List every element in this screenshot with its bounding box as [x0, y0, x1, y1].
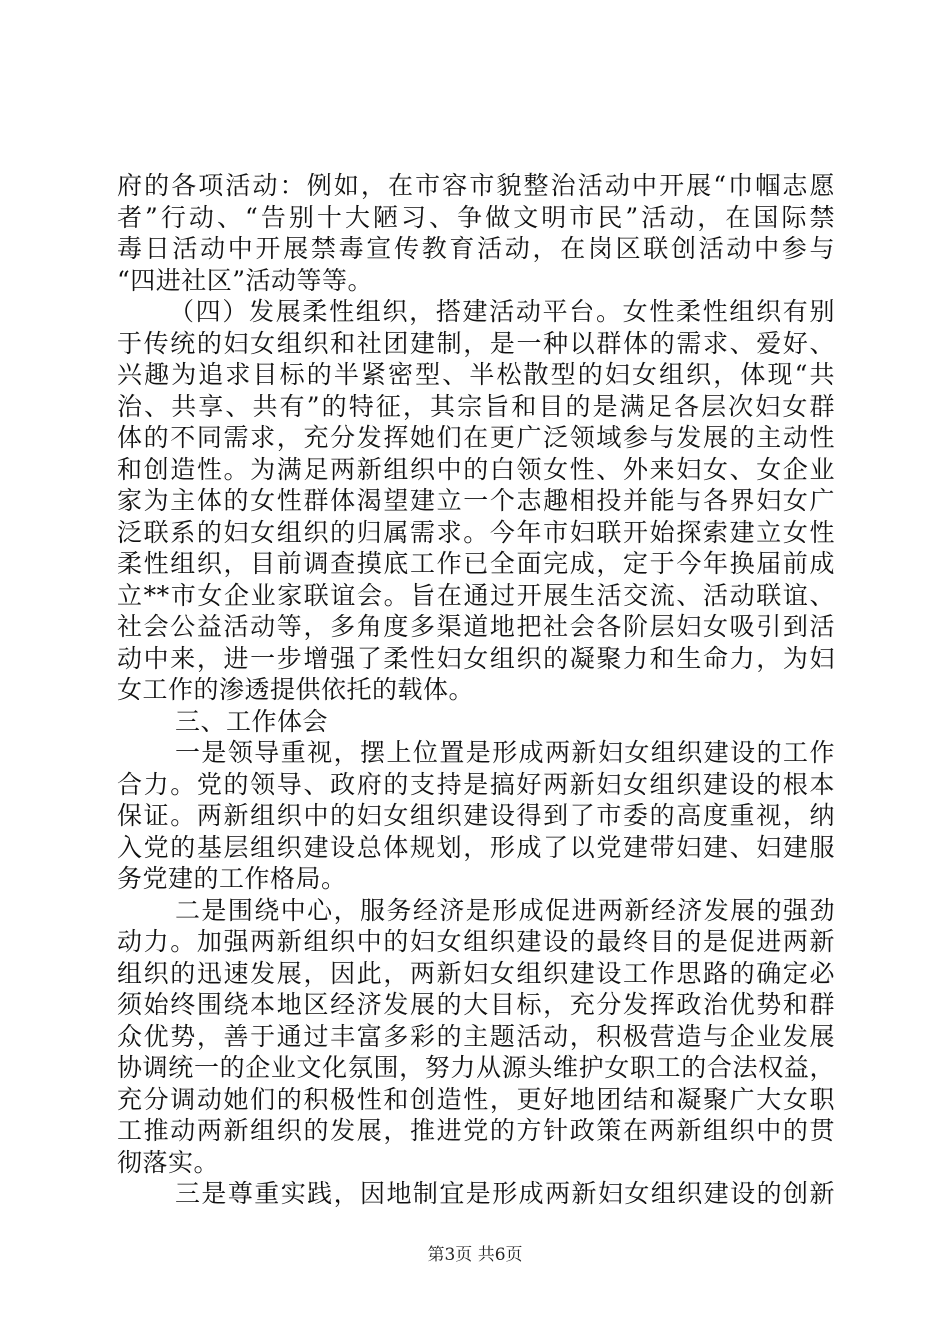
text-line: 女工作的渗透提供依托的载体。 [117, 675, 475, 704]
text-line: 于传统的妇女组织和社团建制，是一种以群体的需求、爱好、 [117, 328, 835, 358]
text-line: 一是领导重视，摆上位置是形成两新妇女组织建设的工作 [175, 738, 835, 767]
document-body [117, 170, 835, 1210]
section-heading: 三、工作体会 [175, 706, 329, 736]
text-line: 充分调动她们的积极性和创造性，更好地团结和凝聚广大女职 [117, 1084, 835, 1114]
text-line: 治、共享、共有”的特征，其宗旨和目的是满足各层次妇女群 [117, 391, 835, 421]
text-line: 工推动两新组织的发展，推进党的方针政策在两新组织中的贯 [117, 1116, 835, 1145]
text-line: 体的不同需求，充分发挥她们在更广泛领域参与发展的主动性 [117, 423, 835, 452]
text-line: 立**市女企业家联谊会。旨在通过开展生活交流、活动联谊、 [117, 580, 835, 610]
page-footer [0, 1245, 950, 1265]
text-line: 家为主体的女性群体渴望建立一个志趣相投并能与各界妇女广 [117, 486, 835, 515]
text-line: 兴趣为追求目标的半紧密型、半松散型的妇女组织，体现“共 [117, 360, 835, 389]
text-line: 二是围绕中心，服务经济是形成促进两新经济发展的强劲 [175, 895, 835, 925]
text-line: 府的各项活动：例如，在市容市貌整治活动中开展“巾帼志愿 [117, 171, 835, 200]
text-line: 务党建的工作格局。 [117, 864, 347, 893]
text-line: 和创造性。为满足两新组织中的白领女性、外来妇女、女企业 [117, 454, 835, 484]
text-line: 者”行动、“告别十大陋习、争做文明市民”活动，在国际禁 [117, 202, 835, 232]
text-line: “四进社区”活动等等。 [117, 265, 374, 295]
text-line: 须始终围绕本地区经济发展的大目标，充分发挥政治优势和群 [117, 990, 835, 1019]
text-line: 毒日活动中开展禁毒宣传教育活动，在岗区联创活动中参与 [117, 234, 835, 263]
text-line: 柔性组织，目前调查摸底工作已全面完成，定于今年换届前成 [117, 549, 835, 578]
page-number-label: 第3页 共6页 [427, 1245, 523, 1265]
text-line: 社会公益活动等，多角度多渠道地把社会各阶层妇女吸引到活 [117, 612, 835, 641]
text-line: 合力。党的领导、政府的支持是搞好两新妇女组织建设的根本 [117, 769, 835, 799]
text-line: 众优势，善于通过丰富多彩的主题活动，积极营造与企业发展 [117, 1021, 835, 1051]
text-line: 组织的迅速发展，因此，两新妇女组织建设工作思路的确定必 [117, 958, 835, 988]
text-line: 彻落实。 [117, 1147, 220, 1177]
text-line: 入党的基层组织建设总体规划，形成了以党建带妇建、妇建服 [117, 832, 835, 862]
text-line: 动力。加强两新组织中的妇女组织建设的最终目的是促进两新 [117, 927, 835, 956]
text-line: 三是尊重实践，因地制宜是形成两新妇女组织建设的创新 [175, 1179, 835, 1208]
text-line: 保证。两新组织中的妇女组织建设得到了市委的高度重视，纳 [117, 801, 835, 830]
text-line: 协调统一的企业文化氛围，努力从源头维护女职工的合法权益， [117, 1053, 835, 1082]
section-heading-line: （四）发展柔性组织，搭建活动平台。女性柔性组织有别 [169, 297, 835, 326]
text-line: 动中来，进一步增强了柔性妇女组织的凝聚力和生命力，为妇 [117, 643, 835, 673]
text-line: 泛联系的妇女组织的归属需求。今年市妇联开始探索建立女性 [117, 517, 835, 547]
